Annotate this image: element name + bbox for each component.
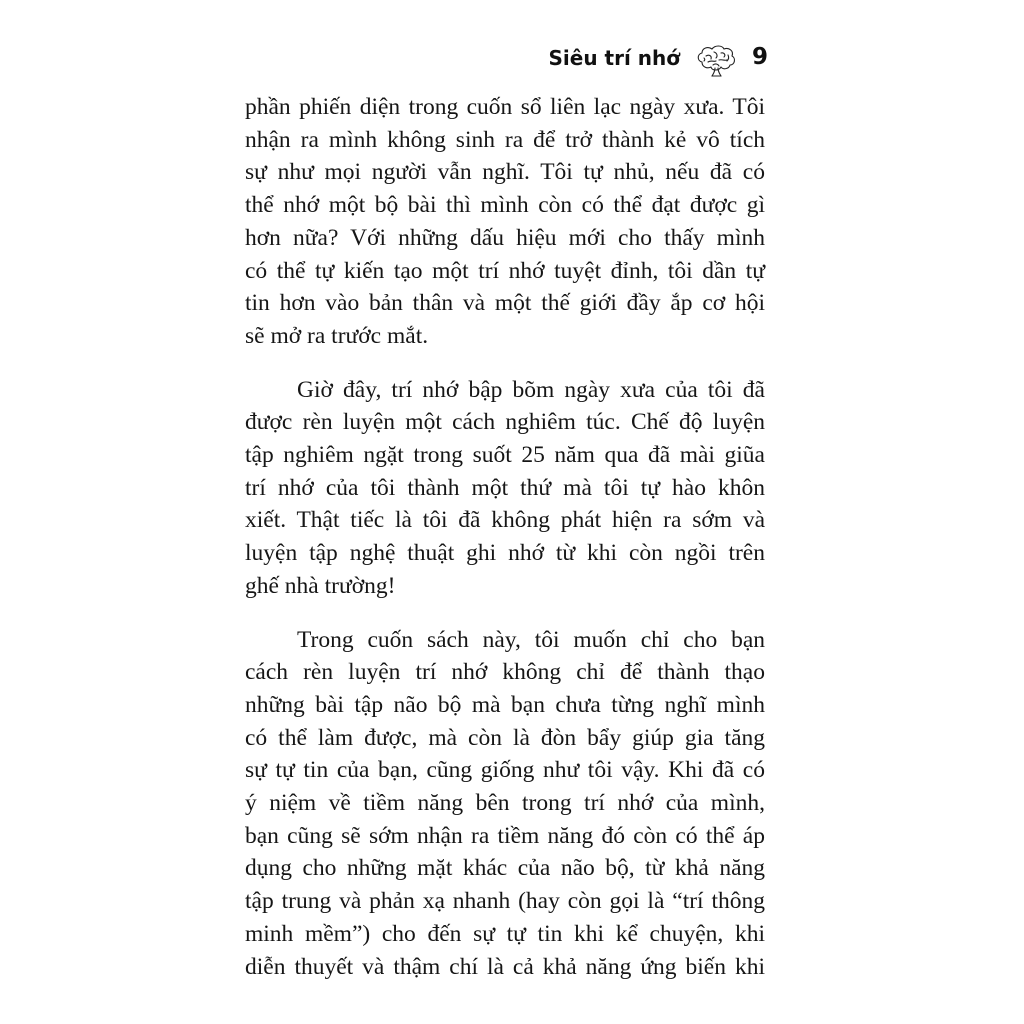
text-line: trí nhớ của tôi thành một thứ mà tôi tự hào khôn (245, 474, 765, 501)
text-line: hơn nữa? Với những dấu hiệu mới cho thấy mình (245, 224, 765, 251)
text-line: bạn cũng sẽ sớm nhận ra tiềm năng đó còn có thể áp (245, 822, 765, 849)
text-line: minh mềm”) cho đến sự tự tin khi kể chuyện, khi (245, 920, 765, 947)
body-text (245, 91, 765, 1004)
text-line: cách rèn luyện trí nhớ không chỉ để thành thạo (245, 659, 765, 686)
text-line: được rèn luyện một cách nghiêm túc. Chế độ luyện (245, 409, 765, 436)
text-line: sự như mọi người vẫn nghĩ. Tôi tự nhủ, nếu đã có (245, 159, 765, 186)
text-line: nhận ra mình không sinh ra để trở thành kẻ vô tích (245, 126, 765, 153)
brain-icon (694, 44, 738, 78)
paragraph-2 (245, 374, 765, 603)
text-line: xiết. Thật tiếc là tôi đã không phát hiện ra sớm và (245, 507, 765, 534)
text-line: tập nghiêm ngặt trong suốt 25 năm qua đã mài giũa (245, 442, 765, 469)
text-line: ý niệm về tiềm năng bên trong trí nhớ của mình, (245, 790, 765, 817)
text-line: có thể làm được, mà còn là đòn bẩy giúp gia tăng (245, 724, 765, 751)
text-line: sự tự tin của bạn, cũng giống như tôi vậy. Khi đã có (245, 757, 765, 784)
running-header (0, 44, 1024, 80)
text-line: những bài tập não bộ mà bạn chưa từng nghĩ mình (245, 691, 765, 718)
page-number: 9 (752, 44, 769, 70)
text-line: phần phiến diện trong cuốn sổ liên lạc ngày xưa. Tôi (245, 94, 765, 120)
text-line: tin hơn vào bản thân và một thế giới đầy ắp cơ hội (245, 290, 765, 317)
text-line: luyện tập nghệ thuật ghi nhớ từ khi còn ngồi trên (245, 540, 765, 567)
paragraph-1 (245, 91, 765, 353)
text-line: diễn thuyết và thậm chí là cả khả năng ứng biến khi (245, 953, 765, 980)
text-line: ghế nhà trường! (245, 572, 396, 599)
text-line: dụng cho những mặt khác của não bộ, từ khả năng (245, 855, 765, 882)
paragraph-3 (245, 624, 765, 984)
text-line: Trong cuốn sách này, tôi muốn chỉ cho bạn (297, 626, 765, 653)
text-line: có thể tự kiến tạo một trí nhớ tuyệt đỉnh, tôi dần tự (245, 257, 765, 284)
book-title: Siêu trí nhớ (548, 46, 680, 70)
text-line: Giờ đây, trí nhớ bập bõm ngày xưa của tôi đã (297, 376, 765, 403)
text-line: thể nhớ một bộ bài thì mình còn có thể đạt được gì (245, 192, 765, 219)
text-line: sẽ mở ra trước mắt. (245, 322, 429, 349)
text-line: tập trung và phản xạ nhanh (hay còn gọi là “trí thông (245, 888, 765, 915)
